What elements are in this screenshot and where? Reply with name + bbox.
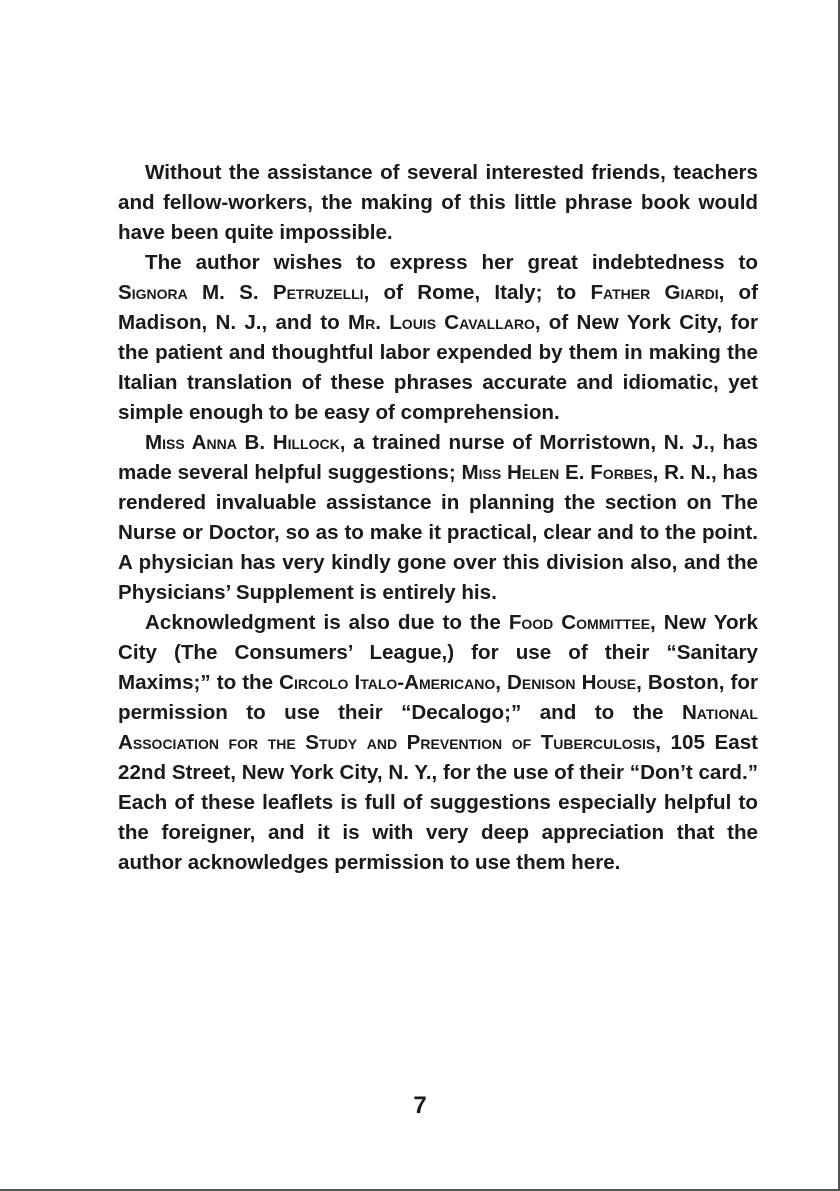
name-smallcaps: Food Committee (508, 611, 651, 634)
name-smallcaps: Forbes (590, 461, 653, 484)
name-smallcaps: Father Giardi (590, 281, 719, 304)
name-smallcaps: National Association for the Study and Prevention of Tuberculosis (118, 701, 758, 754)
name-smallcaps: Circolo Italo-Americano (279, 671, 496, 694)
paragraph-1 (118, 158, 758, 248)
name-smallcaps: Hillock (272, 431, 340, 454)
text-run: , New York City (The Consumers’ League,) for use of their “Sanitary Maxims;” to the (118, 611, 758, 694)
text-run: Without the assistance of several interested friends, teachers and fellow-workers, the making of this little phrase book would have been quite impossible. (118, 161, 758, 244)
name-smallcaps: Miss Anna (145, 431, 237, 454)
text-run: , Boston, for permission to use their “Decalogo;” and to the (118, 671, 759, 724)
name-smallcaps: Mr. Louis Cavallaro (348, 311, 535, 334)
text-run: , of Rome, Italy; to (363, 281, 591, 304)
paragraph-3 (118, 428, 758, 608)
text-run: B. (236, 431, 273, 454)
text-run: , (495, 671, 507, 694)
page-number: 7 (413, 1092, 427, 1119)
paragraph-2 (118, 248, 758, 428)
text-run: M. S. (187, 281, 273, 304)
text-run: Acknowledgment is also due to the (145, 611, 509, 634)
name-smallcaps: Petruzelli (272, 281, 364, 304)
text-run: , a trained nurse of Morristown, N. J., has made several helpful suggestions; (118, 431, 758, 484)
text-run: , 105 East 22nd Street, New York City, N. Y., for the use of their “Don’t card.” Each of these leaflets is full of suggestions especially helpful to the foreigner, and it is with very deep appreciation that the author acknowledges permission to use them here. (118, 731, 759, 874)
acknowledgments-text (118, 158, 758, 878)
paragraph-4 (118, 608, 758, 878)
text-run: , of New York City, for the patient and thoughtful labor expended by them in making the Italian translation of these phrases accurate and idiomatic, yet simple enough to be easy of comprehension. (118, 311, 758, 424)
text-run: The author wishes to express her great indebtedness to (145, 251, 758, 274)
name-smallcaps: Miss Helen (461, 461, 560, 484)
name-smallcaps: Signora (118, 281, 188, 304)
text-run: , R. N., has rendered invaluable assistance in planning the section on The Nurse or Doctor, so as to make it practical, clear and to the point. A physician has very kindly gone over this division also, and the Physicians’ Supplement is entirely his. (118, 461, 759, 604)
name-smallcaps: Denison House (506, 671, 637, 694)
text-run: , of Madison, N. J., and to (118, 281, 758, 334)
text-run: E. (559, 461, 591, 484)
